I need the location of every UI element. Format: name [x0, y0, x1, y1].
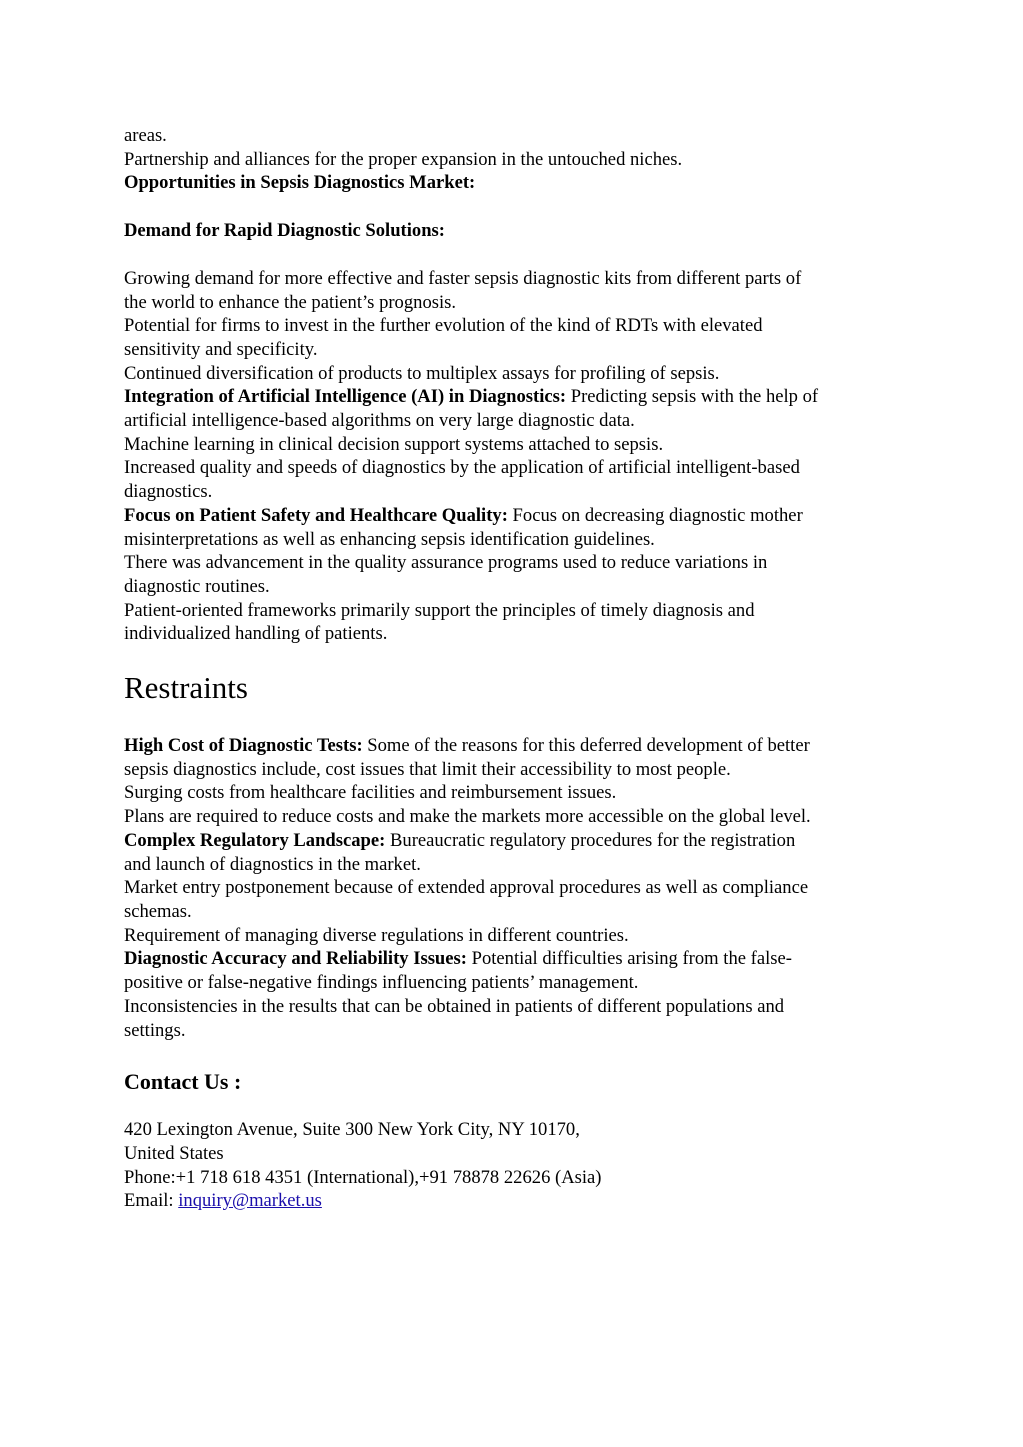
document-page — [124, 124, 914, 1213]
intro-line: areas. — [124, 125, 167, 146]
paragraph-line: Potential for firms to invest in the further evolution of the kind of RDTs with elevated — [124, 315, 763, 337]
paragraph-line: schemas. — [124, 900, 192, 922]
paragraph-line: Patient-oriented frameworks primarily support the principles of timely diagnosis and — [124, 599, 755, 621]
contact-heading: Contact Us : — [124, 1069, 242, 1095]
email-label: Email: — [124, 1190, 179, 1212]
rapid-diagnostics-heading: Demand for Rapid Diagnostic Solutions: — [124, 220, 445, 242]
paragraph-line: There was advancement in the quality assurance programs used to reduce variations in — [124, 552, 768, 574]
paragraph-line: artificial intelligence-based algorithms on very large diagnostic data. — [124, 410, 635, 432]
paragraph-line: sepsis diagnostics include, cost issues that limit their accessibility to most people. — [124, 758, 731, 780]
cost-paragraph: High Cost of Diagnostic Tests: Some of the reasons for this deferred development of better — [124, 735, 810, 757]
regulatory-label: Complex Regulatory Landscape: — [124, 829, 386, 851]
paragraph-line: Inconsistencies in the results that can be obtained in patients of different populations and — [124, 995, 785, 1017]
intro-line: Partnership and alliances for the proper expansion in the untouched niches. — [124, 148, 683, 170]
safety-paragraph: Focus on Patient Safety and Healthcare Quality: Focus on decreasing diagnostic mother — [124, 504, 803, 526]
paragraph-line: diagnostic routines. — [124, 575, 270, 597]
paragraph-line: Growing demand for more effective and faster sepsis diagnostic kits from different parts of — [124, 267, 802, 289]
regulatory-paragraph: Complex Regulatory Landscape: Bureaucratic regulatory procedures for the registration — [124, 829, 796, 851]
paragraph-line: and launch of diagnostics in the market. — [124, 853, 421, 875]
paragraph-line: misinterpretations as well as enhancing sepsis identification guidelines. — [124, 528, 655, 550]
address-line: 420 Lexington Avenue, Suite 300 New York City, NY 10170, — [124, 1119, 580, 1141]
paragraph-line: Market entry postponement because of extended approval procedures as well as compliance — [124, 877, 809, 899]
paragraph-line: positive or false-negative findings influencing patients’ management. — [124, 972, 639, 994]
opportunities-heading: Opportunities in Sepsis Diagnostics Market: — [124, 172, 476, 194]
paragraph-line: sensitivity and specificity. — [124, 338, 318, 360]
safety-label: Focus on Patient Safety and Healthcare Quality: — [124, 504, 508, 526]
paragraph-line: individualized handling of patients. — [124, 623, 388, 645]
accuracy-paragraph: Diagnostic Accuracy and Reliability Issues: Potential difficulties arising from the false- — [124, 948, 792, 970]
phone-line: Phone:+1 718 618 4351 (International),+91 78878 22626 (Asia) — [124, 1166, 602, 1188]
paragraph-line: the world to enhance the patient’s prognosis. — [124, 291, 457, 313]
paragraph-line: Continued diversification of products to multiplex assays for profiling of sepsis. — [124, 362, 720, 384]
accuracy-label: Diagnostic Accuracy and Reliability Issues: — [124, 948, 467, 970]
ai-label: Integration of Artificial Intelligence (AI) in Diagnostics: — [124, 386, 567, 408]
paragraph-line: Plans are required to reduce costs and make the markets more accessible on the global level. — [124, 806, 811, 828]
email-link[interactable]: inquiry@market.us — [178, 1190, 322, 1212]
address-line: United States — [124, 1142, 224, 1164]
paragraph-line: diagnostics. — [124, 481, 213, 503]
email-line — [124, 1189, 914, 1213]
paragraph-line: settings. — [124, 1019, 186, 1041]
cost-label: High Cost of Diagnostic Tests: — [124, 735, 363, 757]
paragraph-line: Machine learning in clinical decision support systems attached to sepsis. — [124, 433, 664, 455]
paragraph-line: Requirement of managing diverse regulations in different countries. — [124, 924, 629, 946]
paragraph-line: Surging costs from healthcare facilities and reimbursement issues. — [124, 782, 617, 804]
restraints-heading: Restraints — [124, 670, 248, 706]
paragraph-line: Increased quality and speeds of diagnostics by the application of artificial intelligent-based — [124, 457, 800, 479]
ai-paragraph: Integration of Artificial Intelligence (AI) in Diagnostics: Predicting sepsis with the help of — [124, 386, 819, 408]
